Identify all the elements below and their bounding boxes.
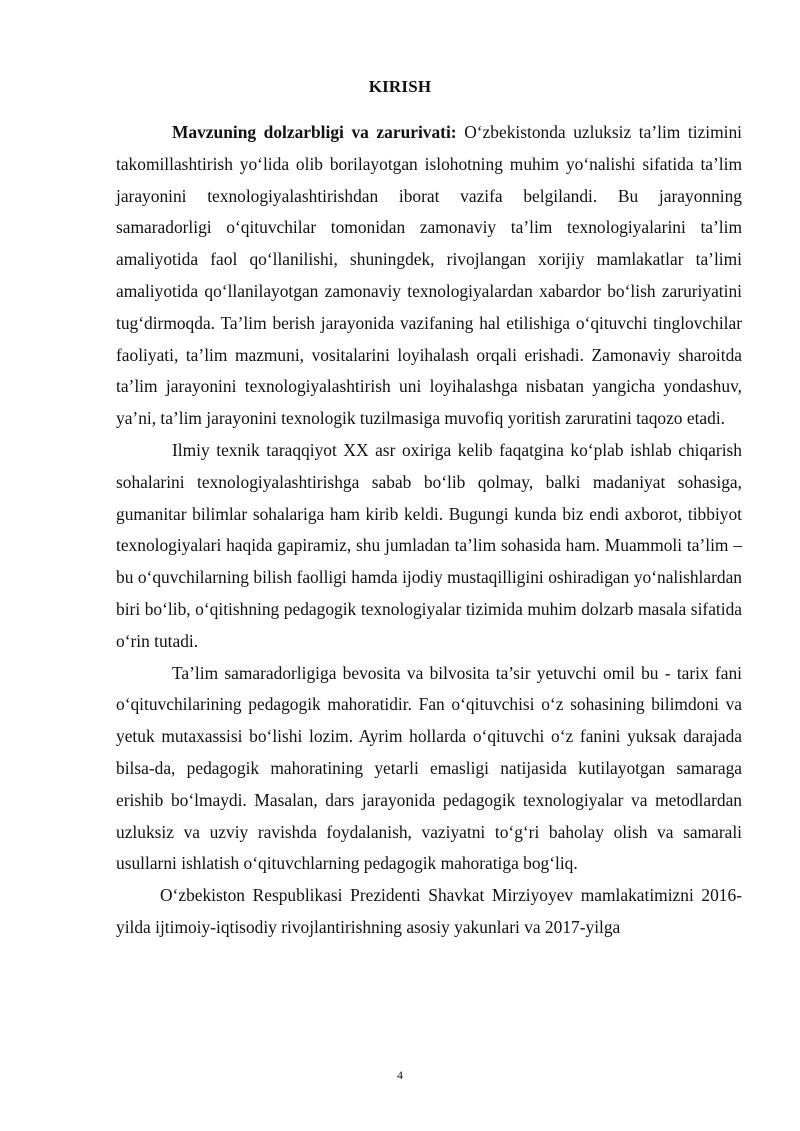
page-number: 4 [397, 1068, 403, 1082]
paragraph-4: O‘zbekiston Respublikasi Prezidenti Shavkat Mirziyoyev mamlakatimizni 2016-yilda ijtimoiy-iqtisodiy rivojlantirishning asosiy yakunlari va 2017-yilga [116, 885, 742, 937]
body-text [116, 117, 742, 944]
paragraph-2: Ilmiy texnik taraqqiyot XX asr oxiriga kelib faqatgina ko‘plab ishlab chiqarish sohalarini texnologiyalashtirishga sabab bo‘lib qolmay, balki madaniyat sohasiga, gumanitar bilimlar sohalariga ham kirib keldi. Bugungi kunda biz endi axborot, tibbiyot texnologiyalari haqida gapiramiz, shu jumladan ta’lim sohasida ham. Muammoli ta’lim – bu o‘quvchilarning bilish faolligi hamda ijodiy mustaqilligini oshiradigan yo‘nalishlardan biri bo‘lib, o‘qitishning pedagogik texnologiyalar tizimida muhim dolzarb masala sifatida o‘rin tutadi. [116, 439, 742, 651]
paragraph-lead: Mavzuning dolzarbligi va zarurivati: [172, 122, 457, 142]
section-title: KIRISH [368, 77, 432, 96]
paragraph-3: Ta’lim samaradorligiga bevosita va bilvosita ta’sir yetuvchi omil bu - tarix fani o‘qituvchilarining pedagogik mahoratidir. Fan o‘qituvchisi o‘z sohasining bilimdoni va yetuk mutaxassisi bo‘lishi lozim. Ayrim hollarda o‘qituvchi o‘z fanini yuksak darajada bilsa-da, pedagogik mahoratining yetarli emasligi natijasida kutilayotgan samaraga erishib bo‘lmaydi. Masalan, dars jarayonida pedagogik texnologiyalar va metodlardan uzluksiz va uzviy ravishda foydalanish, vaziyatni to‘g‘ri baholay olish va samarali usullarni ishlatish o‘qituvchlarning pedagogik mahoratiga bog‘liq. [116, 662, 742, 874]
paragraph-1 [116, 117, 742, 435]
paragraph-text: O‘zbekistonda uzluksiz ta’lim tizimini takomillashtirish yo‘lida olib borilayotgan islohotning muhim yo‘nalishi sifatida ta’lim jarayonini texnologiyalashtirishdan iborat vazifa belgilandi. Bu jarayonning samaradorligi o‘qituvchilar tomonidan zamonaviy ta’lim texnologiyalarini ta’lim amaliyotida faol qo‘llanilishi, shuningdek, rivojlangan xorijiy mamlakatlar ta’limi amaliyotida qo‘llanilayotgan zamonaviy texnologiyalardan xabardor bo‘lish zaruriyatini tug‘dirmoqda. Ta’lim berish jarayonida vazifaning hal etilishiga o‘qituvchi tinglovchilar faoliyati, ta’lim mazmuni, vositalarini loyihalash orqali erishadi. Zamonaviy sharoitda ta’lim jarayonini texnologiyalashtirish uni loyihalashga nisbatan yangicha yondashuv, ya’ni, ta’lim jarayonini texnologik tuzilmasiga muvofiq yoritish zaruratini taqozo etadi. [116, 122, 742, 429]
